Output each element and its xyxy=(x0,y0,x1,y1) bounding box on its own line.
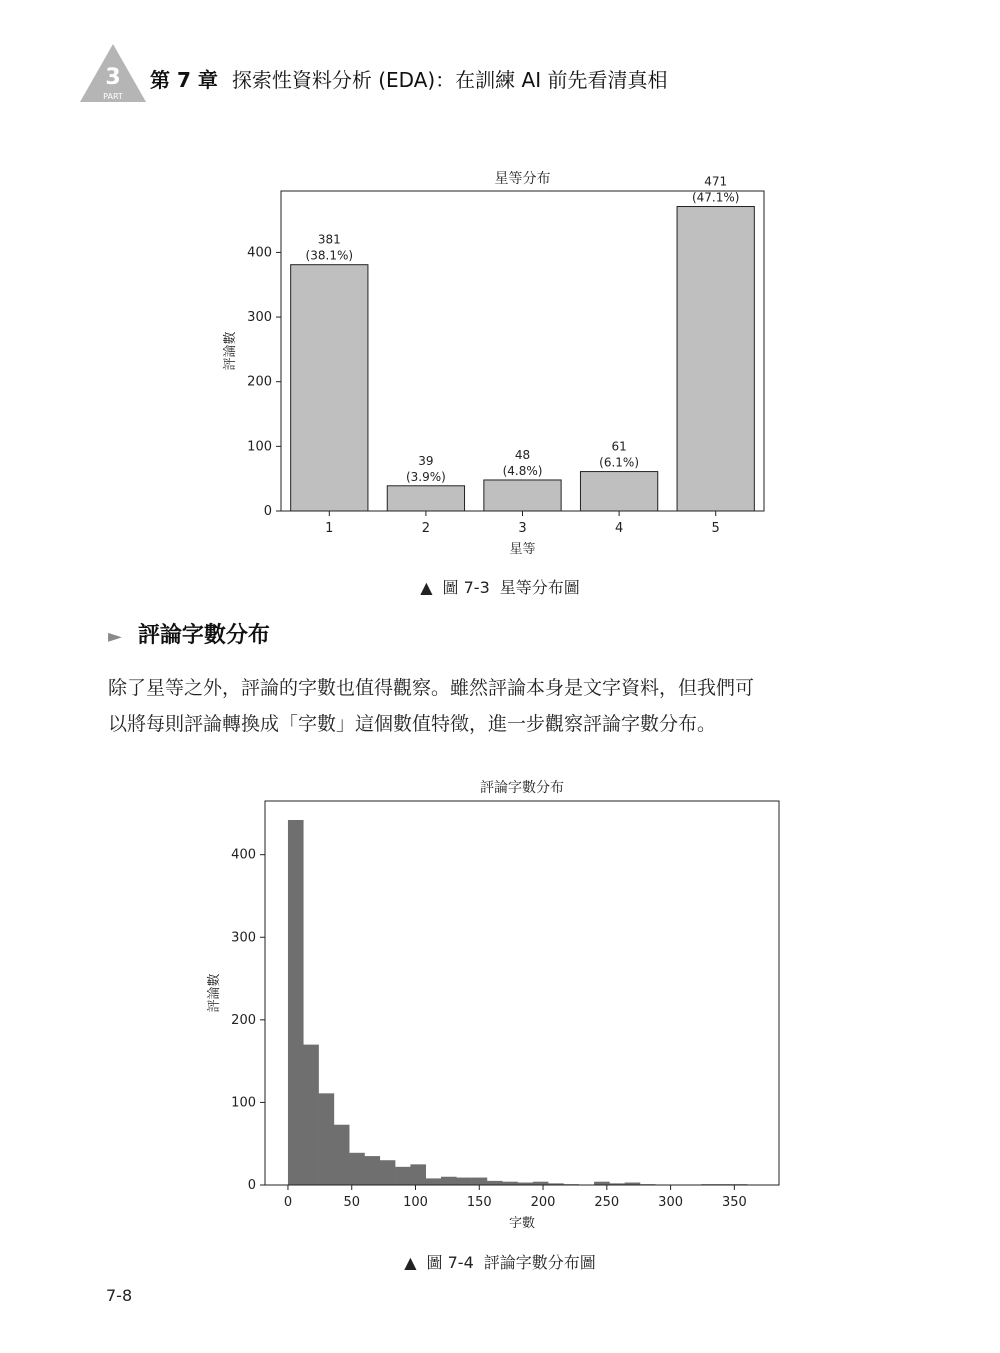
chart-title: 星等分布 xyxy=(494,171,551,187)
x-tick-label: 2 xyxy=(421,521,431,536)
y-tick-label: 300 xyxy=(247,310,272,326)
x-tick-label: 50 xyxy=(343,1195,361,1210)
x-tick-label: 0 xyxy=(283,1195,293,1210)
y-axis-label: 評論數 xyxy=(223,331,238,371)
bar-1 xyxy=(291,265,368,511)
page-header xyxy=(80,44,960,106)
x-tick-label: 150 xyxy=(466,1195,492,1210)
histogram-bin xyxy=(364,1156,380,1185)
chapter-title xyxy=(150,64,667,93)
histogram-bin xyxy=(303,1045,319,1185)
histogram-bin xyxy=(288,820,304,1185)
x-axis-label: 星等 xyxy=(509,542,536,557)
bar-percent-label: (4.8%) xyxy=(502,463,543,478)
bar-2 xyxy=(387,486,464,511)
x-tick-label: 350 xyxy=(721,1195,747,1210)
bar-percent-label: (3.9%) xyxy=(405,469,446,484)
bar-value-label: 381 xyxy=(317,232,341,247)
part-badge-icon xyxy=(80,44,146,102)
histogram-bin xyxy=(487,1181,503,1185)
y-tick-label: 300 xyxy=(231,930,256,946)
bar-3 xyxy=(484,480,561,511)
bar-4 xyxy=(580,472,657,511)
body-paragraph xyxy=(108,670,908,742)
y-tick-label: 400 xyxy=(231,847,256,863)
histogram-bin xyxy=(456,1178,472,1185)
y-tick-label: 0 xyxy=(263,504,272,519)
chapter-name: 探索性資料分析 (EDA)：在訓練 AI 前先看清真相 xyxy=(231,68,668,92)
histogram-bin xyxy=(441,1177,457,1185)
x-tick-label: 100 xyxy=(403,1195,428,1210)
review-length-histogram xyxy=(200,770,800,1240)
x-tick-label: 300 xyxy=(658,1195,684,1210)
y-tick-label: 100 xyxy=(247,439,272,455)
paragraph-line: 除了星等之外，評論的字數也值得觀察。雖然評論本身是文字資料，但我們可 xyxy=(108,677,755,699)
y-tick-label: 200 xyxy=(247,374,272,390)
histogram-bin xyxy=(395,1167,411,1185)
histogram-bin xyxy=(380,1160,396,1185)
caption-triangle-icon: ▲ xyxy=(404,1253,417,1272)
histogram-bin xyxy=(426,1178,442,1185)
caption-label: 圖 7-4 xyxy=(426,1253,474,1272)
paragraph-line: 以將每則評論轉換成「字數」這個數值特徵，進一步觀察評論字數分布。 xyxy=(108,713,717,735)
chart-title: 評論字數分布 xyxy=(480,780,564,796)
caption-triangle-icon: ▲ xyxy=(420,578,433,597)
histogram-bin xyxy=(472,1178,488,1185)
x-tick-label: 200 xyxy=(530,1195,556,1210)
y-axis-label: 評論數 xyxy=(207,973,222,1013)
section-title: 評論字數分布 xyxy=(137,623,270,648)
part-number: 3 xyxy=(105,65,121,90)
section-heading xyxy=(108,618,270,649)
page-number: 7-8 xyxy=(106,1286,133,1305)
bar-value-label: 48 xyxy=(514,447,531,462)
bar-value-label: 39 xyxy=(418,453,434,468)
chapter-number: 第 7 章 xyxy=(150,68,218,92)
y-tick-label: 0 xyxy=(247,1178,256,1193)
caption-label: 圖 7-3 xyxy=(442,578,490,597)
x-tick-label: 1 xyxy=(325,521,334,536)
figure-caption-7-3 xyxy=(0,575,1000,598)
x-tick-label: 4 xyxy=(614,521,624,536)
histogram-bin xyxy=(410,1164,426,1185)
x-tick-label: 3 xyxy=(518,521,527,536)
bar-percent-label: (38.1%) xyxy=(305,248,354,263)
y-tick-label: 100 xyxy=(231,1095,256,1111)
caption-text: 評論字數分布圖 xyxy=(483,1253,596,1272)
bar-percent-label: (6.1%) xyxy=(599,455,640,470)
figure-caption-7-4 xyxy=(0,1250,1000,1273)
star-rating-bar-chart xyxy=(200,160,780,560)
y-tick-label: 200 xyxy=(231,1012,256,1028)
histogram-bin xyxy=(334,1125,350,1185)
bar-value-label: 61 xyxy=(611,439,627,454)
x-axis-label: 字數 xyxy=(508,1216,536,1231)
bar-5 xyxy=(677,207,754,511)
section-arrow-icon: ► xyxy=(108,626,122,647)
bar-value-label: 471 xyxy=(704,174,728,189)
part-label: PART xyxy=(103,92,123,101)
bar-percent-label: (47.1%) xyxy=(691,190,740,205)
x-tick-label: 5 xyxy=(711,521,720,536)
y-tick-label: 400 xyxy=(247,245,272,261)
histogram-bin xyxy=(319,1093,335,1185)
x-tick-label: 250 xyxy=(594,1195,620,1210)
histogram-bin xyxy=(349,1153,365,1185)
caption-text: 星等分布圖 xyxy=(499,578,580,597)
